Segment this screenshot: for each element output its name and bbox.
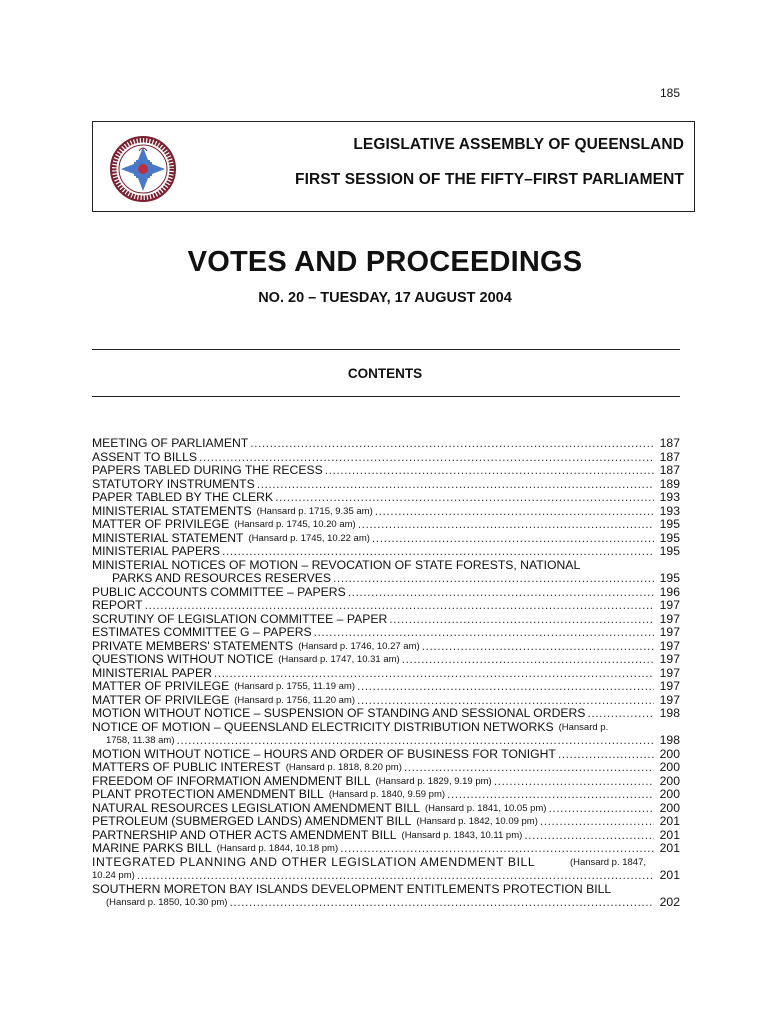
toc-entry-page: 187 (659, 436, 680, 450)
toc-entry (92, 802, 680, 816)
toc-entry-page: 198 (659, 706, 680, 720)
toc-entry-title: REPORT (92, 598, 143, 612)
toc-leader (340, 842, 654, 856)
toc-entry-title: MEETING OF PARLIAMENT (92, 436, 249, 450)
toc-leader (257, 478, 654, 492)
toc-entry-title: PRIVATE MEMBERS' STATEMENTS (92, 638, 294, 653)
toc-leader (325, 464, 654, 478)
toc-entry-title: MATTERS OF PUBLIC INTEREST (92, 760, 281, 774)
toc-leader (333, 572, 654, 586)
toc-entry-page: 200 (659, 760, 680, 774)
toc-entry (92, 761, 680, 775)
toc-entry (92, 707, 680, 721)
toc-leader (389, 613, 654, 627)
queensland-parliament-seal-icon (109, 135, 177, 203)
toc-leader (222, 545, 654, 559)
divider-top (92, 349, 680, 350)
toc-entry-page: 187 (659, 463, 680, 477)
toc-entry-hansard: (Hansard p. 1715, 9.35 am) (256, 505, 373, 517)
toc-entry (92, 869, 680, 883)
toc-entry (92, 478, 680, 492)
toc-entry-hansard: (Hansard p. 1844, 10.18 pm) (216, 843, 339, 854)
header-title: LEGISLATIVE ASSEMBLY OF QUEENSLAND (353, 136, 684, 153)
toc-entry (92, 545, 680, 559)
document-subtitle: NO. 20 – TUESDAY, 17 AUGUST 2004 (258, 290, 512, 306)
toc-entry-title: MINISTERIAL STATEMENT (92, 530, 244, 545)
toc-leader (358, 518, 654, 532)
toc-entry-hansard: (Hansard p. 1756, 11.20 am) (234, 694, 356, 706)
toc-leader (540, 815, 654, 829)
toc-entry-title: MATTER OF PRIVILEGE (92, 692, 230, 707)
toc-leader (229, 896, 654, 910)
toc-entry-title: MINISTERIAL PAPER (92, 665, 212, 680)
toc-leader (357, 694, 654, 708)
toc-leader (145, 599, 654, 613)
toc-entry (92, 437, 680, 451)
toc-entry-title: ESTIMATES COMMITTEE G – PAPERS (92, 625, 312, 639)
page-number: 185 (659, 86, 680, 100)
toc-entry-page: 201 (659, 814, 680, 828)
toc-leader (214, 667, 654, 681)
toc-entry (92, 640, 680, 654)
toc-entry-page: 187 (659, 449, 680, 464)
toc-entry (92, 491, 680, 505)
toc-entry-page: 193 (659, 503, 680, 518)
toc-entry-title: ASSENT TO BILLS (92, 449, 197, 464)
toc-entry-title: SCRUTINY OF LEGISLATION COMMITTEE – PAPER (92, 611, 388, 626)
toc-entry-title: MINISTERIAL NOTICES OF MOTION – REVOCATION OF STATE FORESTS, NATIONAL (92, 557, 581, 572)
toc-entry-page: 200 (659, 800, 680, 815)
toc-entry-hansard: (Hansard p. 1841, 10.05 pm) (425, 802, 547, 814)
toc-entry-page: 200 (659, 746, 680, 761)
toc-entry (92, 532, 680, 546)
toc-entry-title: PUBLIC ACCOUNTS COMMITTEE – PAPERS (92, 584, 346, 599)
toc-entry-continuation: 10.24 pm) (92, 870, 135, 881)
toc-entry-page: 200 (659, 787, 680, 801)
toc-entry-hansard: (Hansard p. 1746, 10.27 am) (298, 640, 420, 652)
toc-leader (402, 653, 654, 667)
toc-leader (176, 734, 654, 748)
toc-entry (92, 842, 680, 856)
toc-entry-hansard: (Hansard p. 1847, (569, 856, 646, 868)
contents-heading: CONTENTS (347, 366, 423, 381)
toc-entry-page: 189 (659, 476, 680, 491)
toc-entry (92, 734, 680, 748)
toc-entry-page: 197 (659, 652, 680, 666)
toc-entry-hansard: (Hansard p. (558, 721, 609, 733)
toc-entry-page: 198 (659, 733, 680, 747)
toc-entry-hansard: (Hansard p. 1745, 10.22 am) (248, 532, 370, 544)
toc-entry-title: MINISTERIAL PAPERS (92, 544, 220, 558)
toc-leader (314, 626, 654, 640)
toc-entry-hansard: (Hansard p. 1829, 9.19 pm) (375, 775, 492, 787)
toc-entry-page: 195 (659, 517, 680, 531)
toc-leader (447, 788, 654, 802)
toc-entry (92, 815, 680, 829)
toc-entry-page: 196 (659, 584, 680, 599)
toc-entry (92, 599, 680, 613)
toc-entry-title: NATURAL RESOURCES LEGISLATION AMENDMENT BILL (92, 800, 421, 815)
toc-entry-continuation: PARKS AND RESOURCES RESERVES (112, 571, 331, 585)
toc-entry-title: FREEDOM OF INFORMATION AMENDMENT BILL (92, 773, 371, 788)
toc-entry-hansard: (Hansard p. 1840, 9.59 pm) (328, 789, 446, 800)
toc-entry-page: 197 (659, 638, 680, 653)
toc-entry (92, 518, 680, 532)
toc-entry-title: MATTER OF PRIVILEGE (92, 517, 230, 531)
toc-entry-page: 197 (659, 679, 680, 693)
toc-leader (404, 761, 654, 775)
toc-leader (587, 707, 654, 721)
toc-entry (92, 788, 680, 802)
toc-entry-title: NOTICE OF MOTION – QUEENSLAND ELECTRICITY DISTRIBUTION NETWORKS (92, 719, 554, 734)
toc-entry-title: PLANT PROTECTION AMENDMENT BILL (92, 787, 324, 801)
toc-entry-page: 195 (659, 571, 680, 585)
toc-entry-continuation: 1758, 11.38 am) (106, 735, 175, 746)
toc-entry (92, 680, 680, 694)
toc-leader (199, 451, 654, 465)
toc-entry (92, 653, 680, 667)
toc-entry-title: MATTER OF PRIVILEGE (92, 679, 230, 693)
toc-entry-title: MOTION WITHOUT NOTICE – SUSPENSION OF STANDING AND SESSIONAL ORDERS (92, 706, 586, 720)
toc-leader (558, 748, 654, 762)
toc-entry-page: 201 (659, 827, 680, 842)
toc-entry (92, 856, 680, 870)
toc-entry-hansard: (Hansard p. 1818, 8.20 pm) (285, 762, 402, 773)
document-title: VOTES AND PROCEEDINGS (187, 246, 583, 278)
toc-entry (92, 451, 680, 465)
toc-entry-page: 197 (659, 598, 680, 612)
toc-entry-page: 200 (659, 773, 680, 788)
toc-leader (357, 680, 654, 694)
toc-entry-page: 197 (659, 692, 680, 707)
toc-entry-title: PETROLEUM (SUBMERGED LANDS) AMENDMENT BILL (92, 814, 412, 828)
toc-entry (92, 667, 680, 681)
toc-entry-page: 197 (659, 611, 680, 626)
toc-entry-title: QUESTIONS WITHOUT NOTICE (92, 652, 274, 666)
toc-entry (92, 613, 680, 627)
toc-entry (92, 896, 680, 910)
toc-entry (92, 464, 680, 478)
toc-entry (92, 572, 680, 586)
toc-entry-title: PAPER TABLED BY THE CLERK (92, 490, 274, 504)
toc-entry-title: STATUTORY INSTRUMENTS (92, 476, 255, 491)
toc-entry-hansard: (Hansard p. 1745, 10.20 am) (234, 519, 356, 530)
toc-entry-title: INTEGRATED PLANNING AND OTHER LEGISLATION AMENDMENT BILL (92, 854, 536, 869)
toc-entry-continuation: (Hansard p. 1850, 10.30 pm) (106, 897, 228, 908)
toc-entry (92, 626, 680, 640)
toc-entry (92, 775, 680, 789)
toc-entry-page: 195 (659, 530, 680, 545)
table-of-contents (92, 437, 680, 910)
toc-entry-page: 197 (659, 665, 680, 680)
toc-entry (92, 505, 680, 519)
toc-leader (524, 829, 654, 843)
toc-entry-page: 201 (659, 841, 680, 855)
toc-entry-page: 193 (659, 490, 680, 504)
toc-entry (92, 694, 680, 708)
toc-leader (548, 802, 654, 816)
toc-entry (92, 748, 680, 762)
toc-entry-title: MOTION WITHOUT NOTICE – HOURS AND ORDER OF BUSINESS FOR TONIGHT (92, 746, 556, 761)
toc-entry (92, 586, 680, 600)
toc-entry (92, 829, 680, 843)
toc-leader (348, 586, 654, 600)
toc-leader (372, 532, 654, 546)
toc-entry-page: 201 (659, 868, 680, 882)
toc-leader (137, 869, 654, 883)
toc-entry-page: 195 (659, 544, 680, 558)
toc-leader (422, 640, 654, 654)
toc-entry-title: SOUTHERN MORETON BAY ISLANDS DEVELOPMENT ENTITLEMENTS PROTECTION BILL (92, 881, 612, 896)
toc-entry (92, 883, 680, 897)
toc-entry-title: MARINE PARKS BILL (92, 841, 212, 855)
header-subtitle: FIRST SESSION OF THE FIFTY–FIRST PARLIAMENT (295, 171, 684, 188)
divider-bottom (92, 396, 680, 397)
toc-entry-title: PAPERS TABLED DURING THE RECESS (92, 463, 323, 477)
toc-leader (375, 505, 654, 519)
toc-entry-hansard: (Hansard p. 1842, 10.09 pm) (416, 816, 538, 827)
toc-entry-title: PARTNERSHIP AND OTHER ACTS AMENDMENT BILL (92, 827, 397, 842)
toc-entry-page: 202 (659, 895, 680, 909)
header-box (92, 121, 695, 212)
toc-entry-hansard: (Hansard p. 1755, 11.19 am) (234, 681, 356, 692)
toc-entry-title: MINISTERIAL STATEMENTS (92, 503, 252, 518)
toc-entry (92, 721, 680, 735)
toc-leader (250, 437, 654, 451)
toc-leader (275, 491, 654, 505)
toc-entry-page: 197 (659, 625, 680, 639)
toc-leader (494, 775, 654, 789)
toc-entry-hansard: (Hansard p. 1747, 10.31 am) (278, 654, 400, 665)
toc-entry-hansard: (Hansard p. 1843, 10.11 pm) (401, 829, 523, 841)
